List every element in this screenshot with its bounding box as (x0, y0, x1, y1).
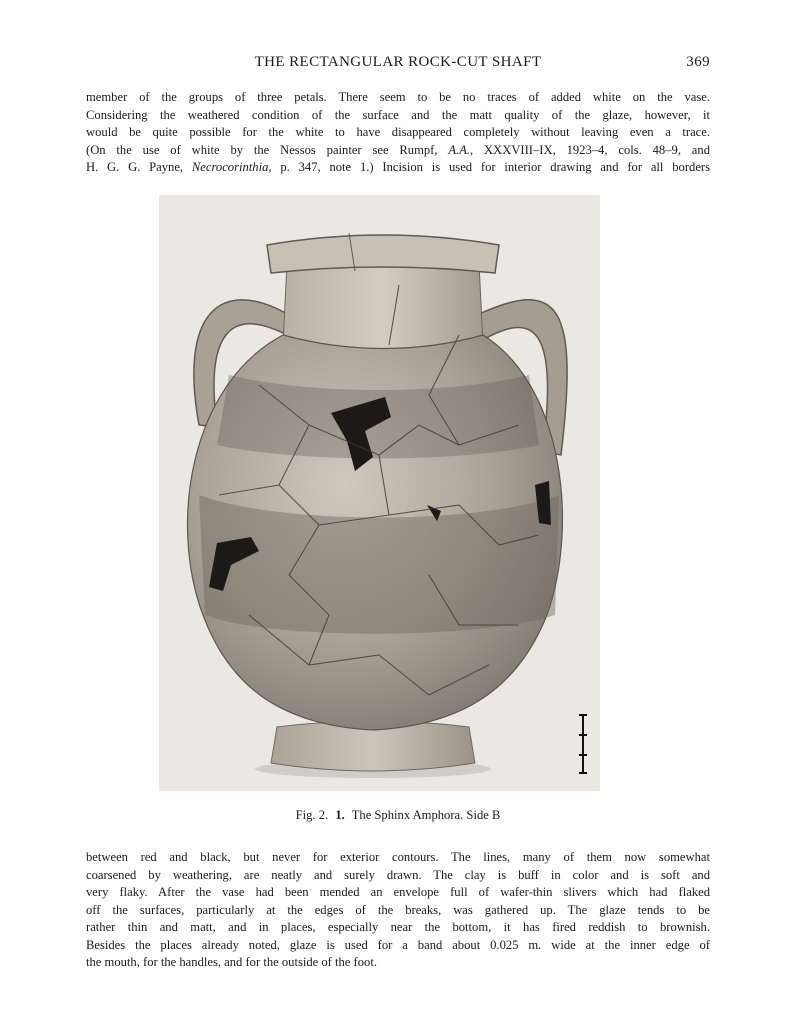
amphora-photograph (159, 195, 600, 791)
text-line: would be quite possible for the white to have disappeared completely without leaving even a trace. (86, 125, 710, 139)
citation-text: , p. 347, note 1.) Incision is used for interior drawing and for all borders (268, 160, 711, 174)
amphora-neck (283, 263, 483, 350)
citation-text: , XXXVIII–IX, 1923–4, cols. 48–9, and (470, 142, 710, 157)
paragraph-bottom (86, 849, 710, 972)
text-line: Besides the places already noted, glaze is used for a band about 0.025 m. wide at the inner edge of (86, 937, 710, 952)
amphora-illustration (159, 195, 600, 791)
text-line-citation (86, 142, 710, 160)
figure-label: Fig. 2. (295, 808, 329, 822)
book-title: Necrocorinthia (191, 160, 269, 174)
journal-abbrev: A.A. (448, 142, 471, 157)
page-number: 369 (686, 54, 710, 70)
citation-text: H. G. G. Payne, (86, 160, 192, 174)
text-line: member of the groups of three petals. There seem to be no traces of added white on the vase. (86, 90, 710, 104)
text-line: Considering the weathered condition of the surface and the matt quality of the glaze, however, it (86, 107, 710, 122)
amphora-mouth-rim (267, 235, 499, 273)
scale-bar (579, 715, 587, 773)
paragraph-top (86, 89, 710, 177)
text-line: the mouth, for the handles, and for the outside of the foot. (86, 955, 377, 969)
text-line: rather thin and matt, and in places, especially near the bottom, it has fired reddish to brownish. (86, 920, 710, 934)
text-line-citation (86, 159, 710, 177)
text-line: coarsened by weathering, are neatly and surely drawn. The clay is buff in color and is soft and (86, 867, 710, 882)
text-line: off the surfaces, particularly at the edges of the breaks, was gathered up. The glaze tends to be (86, 902, 710, 917)
figure-caption (0, 808, 796, 823)
figure-item-number: 1. (335, 808, 345, 822)
citation-text: (On the use of white by the Nessos painter see Rumpf, (86, 142, 449, 157)
running-head (86, 54, 710, 76)
page-title: THE RECTANGULAR ROCK-CUT SHAFT (254, 54, 542, 70)
figure-caption-text: The Sphinx Amphora. Side B (351, 808, 501, 822)
text-line: very flaky. After the vase had been mended an envelope full of wafer-thin slivers which had flaked (86, 885, 710, 899)
text-line: between red and black, but never for exterior contours. The lines, many of them now somewhat (86, 850, 710, 864)
